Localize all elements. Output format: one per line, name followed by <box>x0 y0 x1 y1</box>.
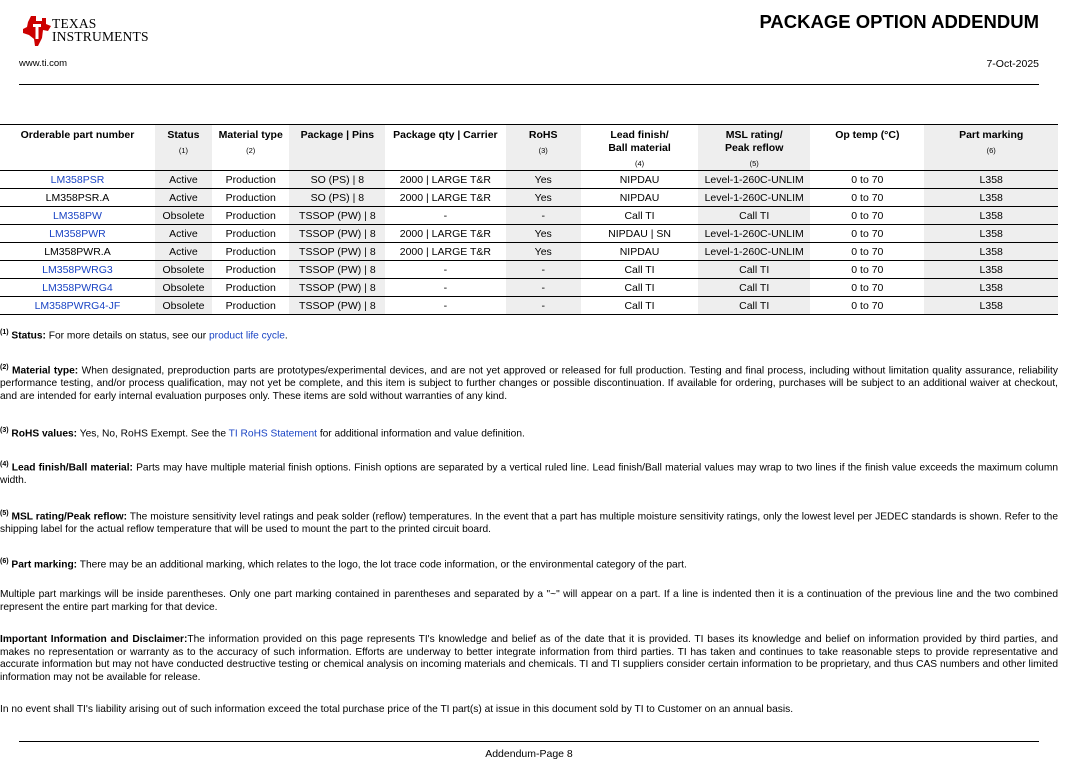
note-title: RoHS values: <box>11 428 78 440</box>
part-number-cell: LM358PSR.A <box>0 189 155 207</box>
logo-line-2: INSTRUMENTS <box>52 29 149 44</box>
lead-finish-cell: NIPDAU | SN <box>581 225 698 243</box>
note-material-type <box>0 362 1058 403</box>
note-msl <box>0 508 1058 537</box>
msl-rating-cell: Level-1-260C-UNLIM <box>698 171 810 189</box>
column-header-label-line2: Peak reflow <box>725 142 784 154</box>
msl-rating-cell: Call TI <box>698 207 810 225</box>
status-cell: Obsolete <box>155 207 212 225</box>
op-temp-cell: 0 to 70 <box>810 171 924 189</box>
status-cell: Active <box>155 243 212 261</box>
material-type-cell: Production <box>212 279 289 297</box>
package-pins-cell: TSSOP (PW) | 8 <box>289 225 385 243</box>
msl-rating-cell: Level-1-260C-UNLIM <box>698 243 810 261</box>
package-qty-cell: - <box>385 207 505 225</box>
lead-finish-cell: Call TI <box>581 297 698 315</box>
column-header-label: Package qty | Carrier <box>393 129 498 141</box>
note-title: Status: <box>11 330 46 342</box>
msl-rating-cell: Call TI <box>698 279 810 297</box>
column-header-label: Part marking <box>959 129 1024 141</box>
part-number-link[interactable]: LM358PWRG4-JF <box>0 297 155 315</box>
column-footnote-ref: (1) <box>178 146 189 155</box>
part-marking-cell: L358 <box>924 261 1058 279</box>
disclaimer-text: The information provided on this page represents TI's knowledge and belief as of the date that it is provided. TI bases its knowledge and belief on information provided by third parties, and makes no representation or warranty as to the accuracy of such information. Efforts are underway to better integrate information from third parties. TI has taken and continues to take reasonable steps to provide representative and accurate information but may not have conducted destructive testing or chemical analysis on incoming materials and chemicals. TI and TI suppliers consider certain information to be proprietary, and thus CAS numbers and other limited information may not be available for release. <box>0 634 1058 683</box>
note-text: The moisture sensitivity level ratings and peak solder (reflow) temperatures. In the event that a part has multiple moisture sensitivity ratings, only the lowest level per JEDEC standards is shown. Refer to the shipping label for the actual reflow temperature that will be used to mount the part to the printed circuit board. <box>0 511 1059 535</box>
column-header <box>698 125 810 171</box>
material-type-cell: Production <box>212 225 289 243</box>
package-pins-cell: TSSOP (PW) | 8 <box>289 297 385 315</box>
lead-finish-cell: Call TI <box>581 207 698 225</box>
part-marking-cell: L358 <box>924 171 1058 189</box>
column-header-label: MSL rating/ <box>725 129 783 141</box>
status-cell: Active <box>155 189 212 207</box>
status-cell: Obsolete <box>155 261 212 279</box>
part-number-link[interactable]: LM358PW <box>0 207 155 225</box>
status-cell: Obsolete <box>155 297 212 315</box>
footnote-marker: (3) <box>0 427 9 434</box>
note-text: There may be an additional marking, which relates to the logo, the lot trace code information, or the environmental category of the part. <box>77 559 687 571</box>
column-header-label: Orderable part number <box>20 129 135 141</box>
footnote-marker: (2) <box>0 364 9 371</box>
msl-rating-cell: Call TI <box>698 297 810 315</box>
material-type-cell: Production <box>212 207 289 225</box>
package-qty-cell: 2000 | LARGE T&R <box>385 189 505 207</box>
package-pins-cell: TSSOP (PW) | 8 <box>289 207 385 225</box>
package-qty-cell: - <box>385 279 505 297</box>
part-marking-cell: L358 <box>924 207 1058 225</box>
note-title: MSL rating/Peak reflow: <box>11 511 127 523</box>
note-disclaimer <box>0 634 1058 684</box>
column-header-label: RoHS <box>528 129 558 141</box>
rohs-cell: - <box>506 207 581 225</box>
note-title: Material type: <box>11 365 79 377</box>
op-temp-cell: 0 to 70 <box>810 279 924 297</box>
column-footnote-ref: (3) <box>538 146 548 155</box>
rohs-cell: - <box>506 261 581 279</box>
column-header-label-line2: Ball material <box>608 142 671 154</box>
note-text: Parts may have multiple material finish options. Finish options are separated by a vertical ruled line. Lead finish/Ball material values may wrap to two lines if the finish value exceeds the maximum column width. <box>0 462 1058 486</box>
table-row <box>0 171 1058 189</box>
package-pins-cell: TSSOP (PW) | 8 <box>289 279 385 297</box>
material-type-cell: Production <box>212 243 289 261</box>
note-multiple-markings: Multiple part markings will be inside parentheses. Only one part marking contained in parentheses and separated by a "~" will appear on a part. If a line is indented then it is a continuation of the previous line and the two combined represent the entire part marking for that device. <box>0 589 1058 613</box>
package-options-table <box>0 124 1058 315</box>
note-text: . <box>284 330 288 342</box>
table-row <box>0 297 1058 315</box>
op-temp-cell: 0 to 70 <box>810 243 924 261</box>
column-footnote-ref: (4) <box>634 159 645 168</box>
note-status <box>0 327 1058 343</box>
column-header <box>0 125 155 171</box>
msl-rating-cell: Level-1-260C-UNLIM <box>698 189 810 207</box>
column-header-label: Package | Pins <box>300 129 375 141</box>
note-lead-finish <box>0 459 1058 488</box>
ti-bug-icon <box>22 15 52 47</box>
part-marking-cell: L358 <box>924 243 1058 261</box>
note-text: When designated, preproduction parts are prototypes/experimental devices, and are not yet approved or released for full production. Testing and final process, including without limitation quality assurance, reliability performance testing, and/or process qualification, may not yet be complete, and this item is subject to further changes or possible discontinuation. If available for ordering, purchases will be subject to an additional waiver at checkout, and are intended for early internal evaluation purposes only. These items are sold without warranties of any kind. <box>0 365 1058 402</box>
table-header-row <box>0 125 1058 171</box>
status-cell: Active <box>155 225 212 243</box>
package-qty-cell: - <box>385 297 505 315</box>
footnote-marker: (4) <box>0 461 9 468</box>
table-row <box>0 189 1058 207</box>
package-pins-cell: TSSOP (PW) | 8 <box>289 261 385 279</box>
column-header <box>385 125 505 171</box>
document-title: PACKAGE OPTION ADDENDUM <box>759 11 1039 32</box>
part-marking-cell: L358 <box>924 225 1058 243</box>
document-date: 7-Oct-2025 <box>986 58 1039 70</box>
column-footnote-ref: (5) <box>749 159 759 168</box>
status-cell: Obsolete <box>155 279 212 297</box>
footer-divider <box>19 741 1039 742</box>
note-title: Lead finish/Ball material: <box>11 462 133 474</box>
note-text: for additional information and value definition. <box>316 428 525 440</box>
disclaimer-title: Important Information and Disclaimer: <box>0 634 188 645</box>
lead-finish-cell: NIPDAU <box>581 189 698 207</box>
column-header <box>581 125 698 171</box>
column-header-label: Material type <box>218 129 283 141</box>
part-marking-cell: L358 <box>924 279 1058 297</box>
table-row <box>0 261 1058 279</box>
part-number-cell: LM358PWR.A <box>0 243 155 261</box>
op-temp-cell: 0 to 70 <box>810 207 924 225</box>
material-type-cell: Production <box>212 171 289 189</box>
column-header <box>212 125 289 171</box>
part-number-link[interactable]: LM358PWRG4 <box>0 279 155 297</box>
rohs-cell: Yes <box>506 171 581 189</box>
package-pins-cell: TSSOP (PW) | 8 <box>289 243 385 261</box>
rohs-cell: - <box>506 297 581 315</box>
status-cell: Active <box>155 171 212 189</box>
column-header <box>924 125 1058 171</box>
package-qty-cell: 2000 | LARGE T&R <box>385 243 505 261</box>
header-divider <box>19 84 1039 85</box>
package-pins-cell: SO (PS) | 8 <box>289 189 385 207</box>
column-header <box>155 125 212 171</box>
material-type-cell: Production <box>212 297 289 315</box>
op-temp-cell: 0 to 70 <box>810 261 924 279</box>
footnote-marker: (5) <box>0 510 9 517</box>
op-temp-cell: 0 to 70 <box>810 225 924 243</box>
table-row <box>0 207 1058 225</box>
lead-finish-cell: Call TI <box>581 279 698 297</box>
part-number-link[interactable]: LM358PSR <box>0 171 155 189</box>
note-text: For more details on status, see our <box>45 330 210 342</box>
column-header <box>810 125 924 171</box>
material-type-cell: Production <box>212 261 289 279</box>
product-life-cycle-link[interactable]: product life cycle <box>209 330 285 342</box>
lead-finish-cell: NIPDAU <box>581 243 698 261</box>
rohs-cell: - <box>506 279 581 297</box>
package-qty-cell: 2000 | LARGE T&R <box>385 225 505 243</box>
lead-finish-cell: Call TI <box>581 261 698 279</box>
footnote-marker: (6) <box>0 558 9 565</box>
material-type-cell: Production <box>212 189 289 207</box>
msl-rating-cell: Call TI <box>698 261 810 279</box>
table-row <box>0 279 1058 297</box>
column-header-label: Status <box>167 129 200 141</box>
lead-finish-cell: NIPDAU <box>581 171 698 189</box>
package-qty-cell: - <box>385 261 505 279</box>
rohs-cell: Yes <box>506 243 581 261</box>
column-header <box>506 125 581 171</box>
table-row <box>0 243 1058 261</box>
website-link[interactable]: www.ti.com <box>19 58 68 69</box>
column-header <box>289 125 385 171</box>
logo-line-1: TEXAS <box>52 16 97 31</box>
part-marking-cell: L358 <box>924 189 1058 207</box>
rohs-cell: Yes <box>506 225 581 243</box>
part-number-link[interactable]: LM358PWR <box>0 225 155 243</box>
op-temp-cell: 0 to 70 <box>810 189 924 207</box>
rohs-cell: Yes <box>506 189 581 207</box>
rohs-statement-link[interactable]: TI RoHS Statement <box>228 428 317 440</box>
table-row <box>0 225 1058 243</box>
part-number-link[interactable]: LM358PWRG3 <box>0 261 155 279</box>
package-pins-cell: SO (PS) | 8 <box>289 171 385 189</box>
column-header-label: Lead finish/ <box>610 129 669 141</box>
package-qty-cell: 2000 | LARGE T&R <box>385 171 505 189</box>
column-footnote-ref: (2) <box>246 146 256 155</box>
msl-rating-cell: Level-1-260C-UNLIM <box>698 225 810 243</box>
ti-logo-text <box>52 17 149 43</box>
note-part-marking <box>0 556 1058 572</box>
note-liability: In no event shall TI's liability arising out of such information exceed the total purchase price of the TI part(s) at issue in this document sold by TI to Customer on an annual basis. <box>0 704 794 715</box>
op-temp-cell: 0 to 70 <box>810 297 924 315</box>
note-rohs <box>0 425 1058 441</box>
column-header-label: Op temp (°C) <box>835 129 900 141</box>
footnote-marker: (1) <box>0 329 9 336</box>
note-text: Yes, No, RoHS Exempt. See the <box>77 428 229 440</box>
column-footnote-ref: (6) <box>986 146 996 155</box>
part-marking-cell: L358 <box>924 297 1058 315</box>
note-title: Part marking: <box>11 559 78 571</box>
table-body <box>0 171 1058 315</box>
page-number: Addendum-Page 8 <box>485 748 573 760</box>
